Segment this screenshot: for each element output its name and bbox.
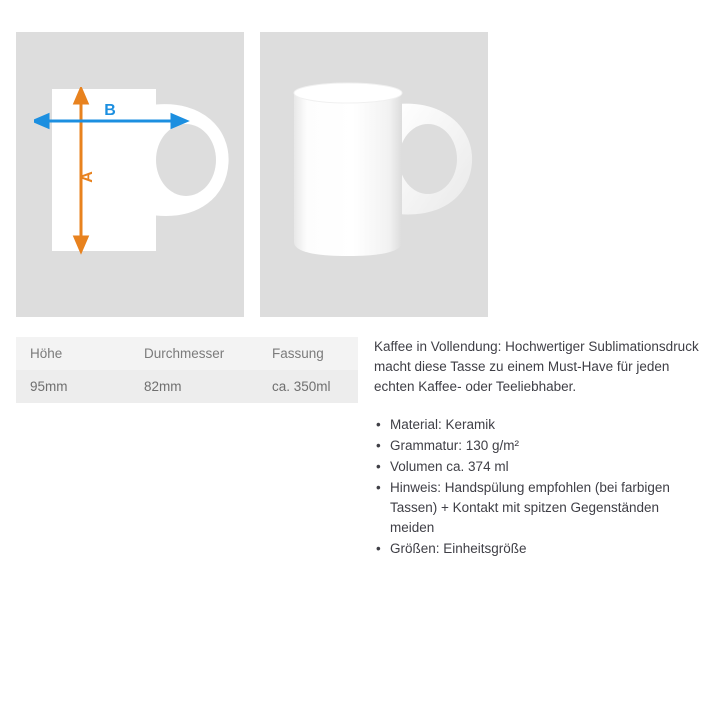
mug-dimensions-panel (16, 32, 244, 317)
table-header-row (16, 337, 358, 370)
list-item: • Größen: Einheitsgröße (374, 539, 704, 559)
specifications-table (16, 337, 358, 403)
value-diameter: 82mm (144, 379, 182, 394)
mug-photo (280, 82, 478, 277)
product-description (374, 337, 704, 560)
dimension-letter-a: A (79, 171, 96, 183)
mug-dimensions-diagram (34, 87, 234, 272)
list-item: • Hinweis: Handspülung empfohlen (bei farbigen Tassen) + Kontakt mit spitzen Gegenständen meiden (374, 478, 704, 538)
header-diameter: Durchmesser (144, 346, 225, 361)
dimension-letter-b: B (104, 102, 116, 119)
description-paragraph: Kaffee in Vollendung: Hochwertiger Sublimationsdruck macht diese Tasse zu einem Must-Have für jeden echten Kaffee- oder Teeliebhaber. (374, 339, 699, 394)
product-image-panels (16, 32, 488, 317)
header-capacity: Fassung (272, 346, 324, 361)
description-bullet-list (374, 415, 704, 559)
header-height: Höhe (30, 346, 63, 361)
mug-photo-panel (260, 32, 488, 317)
list-item: • Material: Keramik (374, 415, 704, 435)
list-item: • Volumen ca. 374 ml (374, 457, 704, 477)
value-height: 95mm (30, 379, 68, 394)
value-capacity: ca. 350ml (272, 379, 331, 394)
table-row (16, 370, 358, 403)
list-item: • Grammatur: 130 g/m² (374, 436, 704, 456)
